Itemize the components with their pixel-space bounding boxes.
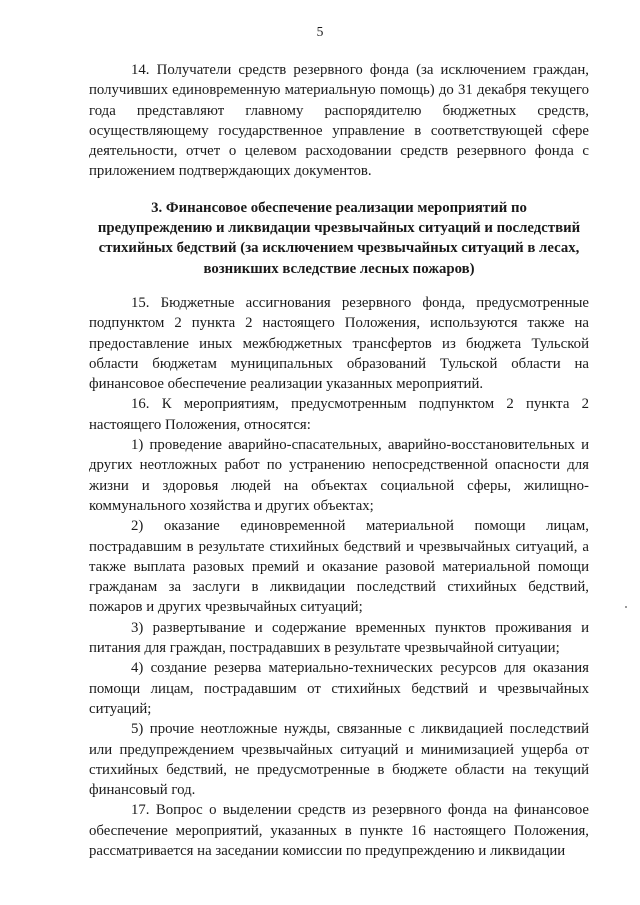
paragraph-15: 15. Бюджетные ассигнования резервного фонда, предусмотренные подпунктом 2 пункта 2 настоящего Положения, используются также на предоставление иных межбюджетных трансфертов из бюджета Тульской области бюджетам муниципальных образований Тульской области на финансовое обеспечение реализации указанных мероприятий. xyxy=(89,294,589,393)
page-number: 5 xyxy=(316,24,324,39)
paragraph-14: 14. Получатели средств резервного фонда (за исключением граждан, получивших единовременную материальную помощь) до 31 декабря текущего года представляют главному распорядителю бюджетных средств, осуществляющему государственное управление в соответствующей сфере деятельности, отчет о целевом расходовании средств резервного фонда с приложением подтверждающих документов. xyxy=(89,62,589,180)
section-heading-line: возникших вследствие лесных пожаров) xyxy=(203,260,475,277)
paragraph-16: 16. К мероприятиям, предусмотренным подпунктом 2 пункта 2 настоящего Положения, относятся: xyxy=(89,396,589,433)
document-body xyxy=(89,60,589,861)
section-heading-line: стихийных бедствий (за исключением чрезвычайных ситуаций в лесах, xyxy=(98,240,580,257)
section-heading-line: 3. Финансовое обеспечение реализации мероприятий по xyxy=(151,199,527,216)
paragraph-17: 17. Вопрос о выделении средств из резервного фонда на финансовое обеспечение мероприятий, указанных в пункте 16 настоящего Положения, рассматривается на заседании комиссии по предупреждению и ликвидации xyxy=(89,802,589,859)
section-heading xyxy=(89,198,589,279)
list-item-2: 2) оказание единовременной материальной помощи лицам, пострадавшим в результате стихийных бедствий и чрезвычайных ситуаций, а также выплата разовых премий и оказание разовой материальной помощи гражданам за заслуги в ликвидации последствий стихийных бедствий, пожаров и других чрезвычайных ситуаций; xyxy=(89,518,589,616)
section-heading-line: предупреждению и ликвидации чрезвычайных ситуаций и последствий xyxy=(97,220,581,237)
list-item-3: 3) развертывание и содержание временных пунктов проживания и питания для граждан, пострадавших в результате чрезвычайной ситуации; xyxy=(89,619,589,657)
list-item-5: 5) прочие неотложные нужды, связанные с ликвидацией последствий или предупреждением чрезвычайных ситуаций и минимизацией ущерба от стихийных бедствий, не предусмотренные в бюджете области на текущий финансовый год. xyxy=(89,721,589,799)
list-item-4: 4) создание резерва материально-технических ресурсов для оказания помощи лицам, пострадавшим от стихийных бедствий и чрезвычайных ситуаций; xyxy=(89,660,589,717)
list-item-1: 1) проведение аварийно-спасательных, аварийно-восстановительных и других неотложных работ по устранению непосредственной опасности для жизни и здоровья людей на объектах социальной сферы, жилищно-коммунального хозяйства и других объектах; xyxy=(89,437,589,514)
scan-speck xyxy=(625,606,627,608)
